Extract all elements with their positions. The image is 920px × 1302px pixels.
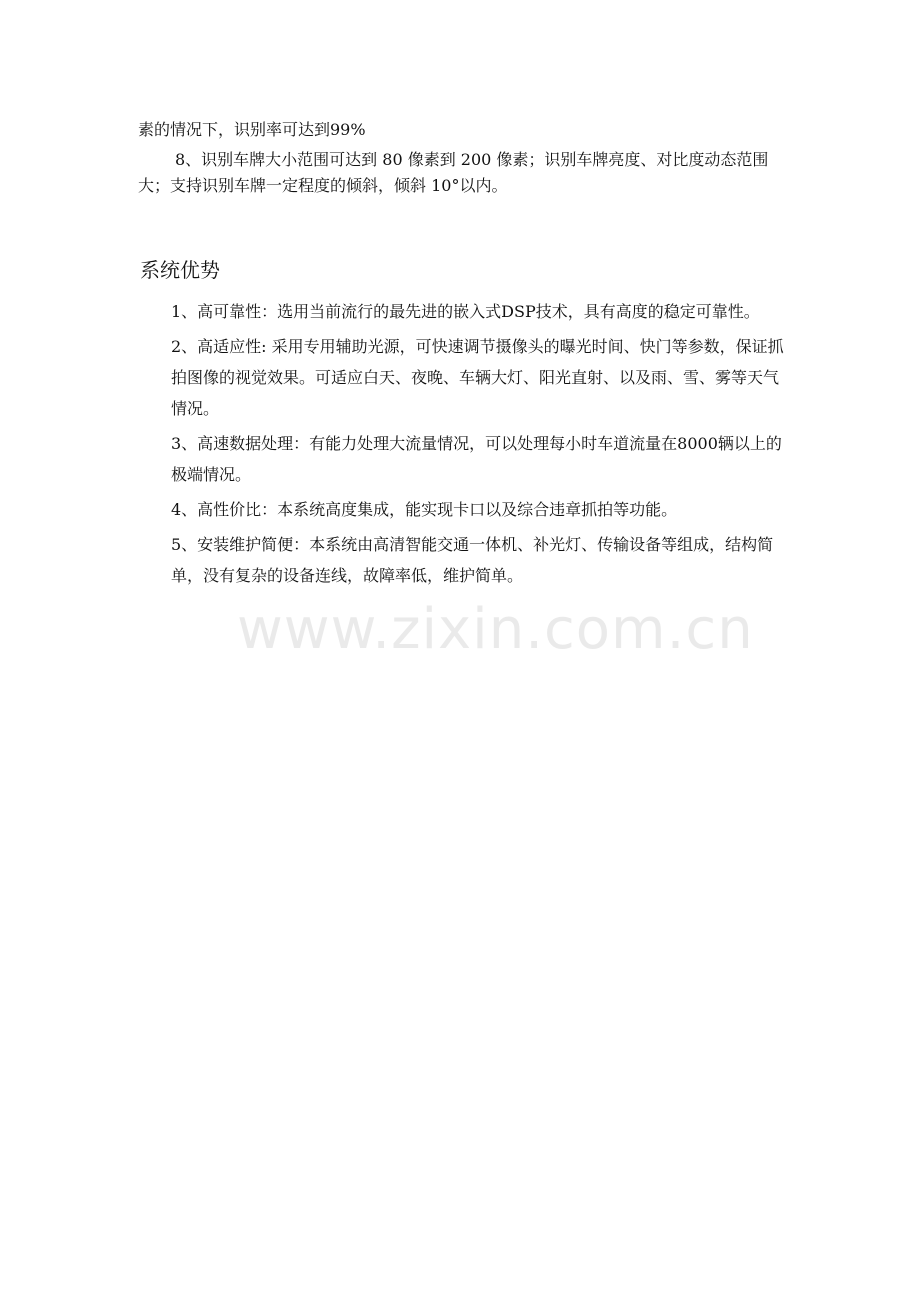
section-title: 系统优势: [140, 258, 220, 282]
advantage-item-easy-maintenance: 5、安装维护简便：本系统由高清智能交通一体机、补光灯、传输设备等组成，结构简单，没有复杂的设备连线，故障率低，维护简单。: [171, 535, 774, 585]
advantage-item-high-speed-processing: 3、高速数据处理：有能力处理大流量情况，可以处理每小时车道流量在8000辆以上的极端情况。: [171, 434, 782, 484]
advantage-item-reliability: 1、高可靠性：选用当前流行的最先进的嵌入式DSP技术，具有高度的稳定可靠性。: [171, 302, 760, 321]
paragraph-recognition-rate: 素的情况下，识别率可达到99%: [138, 120, 366, 139]
paragraph-plate-size-range: 8、识别车牌大小范围可达到 80 像素到 200 像素；识别车牌亮度、对比度动态范围大；支持识别车牌一定程度的倾斜，倾斜 10°以内。: [138, 150, 769, 195]
advantage-item-cost-performance: 4、高性价比：本系统高度集成，能实现卡口以及综合违章抓拍等功能。: [171, 500, 678, 519]
advantage-item-adaptability: 2、高适应性: 采用专用辅助光源，可快速调节摄像头的曝光时间、快门等参数，保证抓拍图像的视觉效果。可适应白天、夜晚、车辆大灯、阳光直射、以及雨、雪、雾等天气情况。: [171, 337, 784, 418]
advantages-list: [171, 296, 786, 595]
watermark-text: www.zixin.com.cn: [237, 597, 754, 662]
